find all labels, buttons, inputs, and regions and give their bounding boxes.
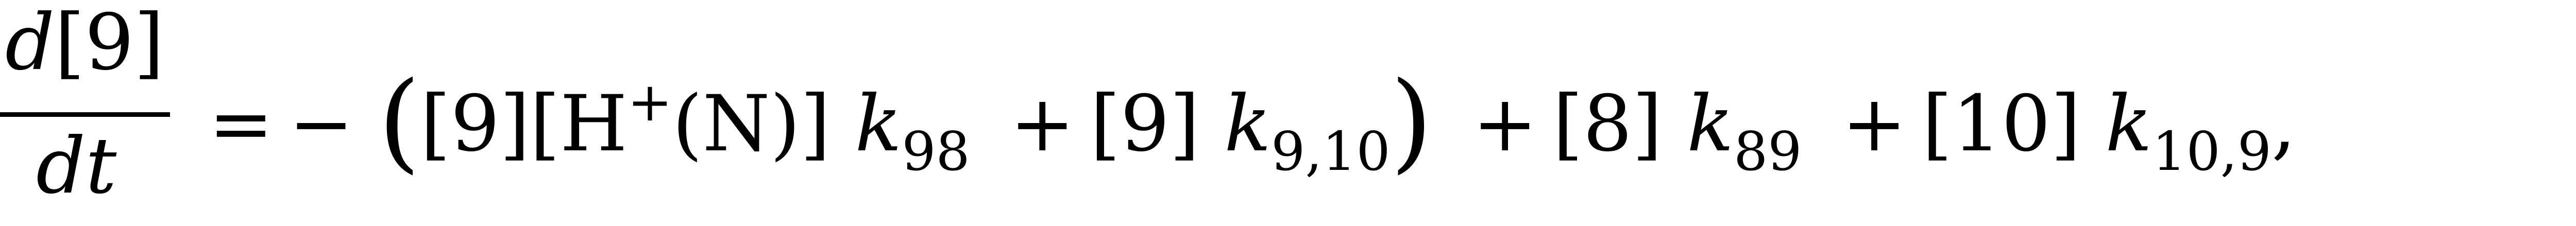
plus-sign-2: + [1472, 79, 1538, 169]
term4-concentration: [10] [1922, 79, 2081, 169]
equals-sign: = [209, 79, 274, 169]
term2-rate-subscript: 9,10 [1271, 120, 1391, 183]
term3-concentration: [8] [1553, 79, 1663, 169]
term3-rate-constant: k [1687, 79, 1734, 169]
term1-concentration-rest: (N)] [672, 79, 831, 169]
fraction-denominator: dt [36, 121, 117, 211]
term4-rate-constant: k [2105, 79, 2153, 169]
term1-concentration: [9][H [420, 79, 628, 169]
plus-sign-3: + [1842, 79, 1907, 169]
term1-rate-subscript: 98 [902, 120, 970, 183]
term3-rate-subscript: 89 [1734, 120, 1802, 183]
numerator-species: [9] [55, 0, 164, 88]
open-paren: ( [378, 58, 420, 184]
fraction-bar [0, 112, 170, 117]
close-paren: ) [1390, 58, 1433, 184]
trailing-comma: , [2271, 79, 2296, 169]
term1-superscript-plus: + [627, 71, 672, 133]
term2-concentration: [9] [1090, 79, 1200, 169]
plus-sign-1: + [1010, 79, 1075, 169]
minus-sign: − [289, 79, 354, 169]
term1-rate-constant: k [855, 79, 902, 169]
term4-rate-subscript: 10,9 [2152, 120, 2272, 183]
fraction-numerator [5, 0, 164, 88]
numerator-d: d [5, 0, 55, 88]
derivative-fraction [0, 0, 170, 226]
term2-rate-constant: k [1224, 79, 1272, 169]
equation-right-side [193, 58, 2296, 184]
